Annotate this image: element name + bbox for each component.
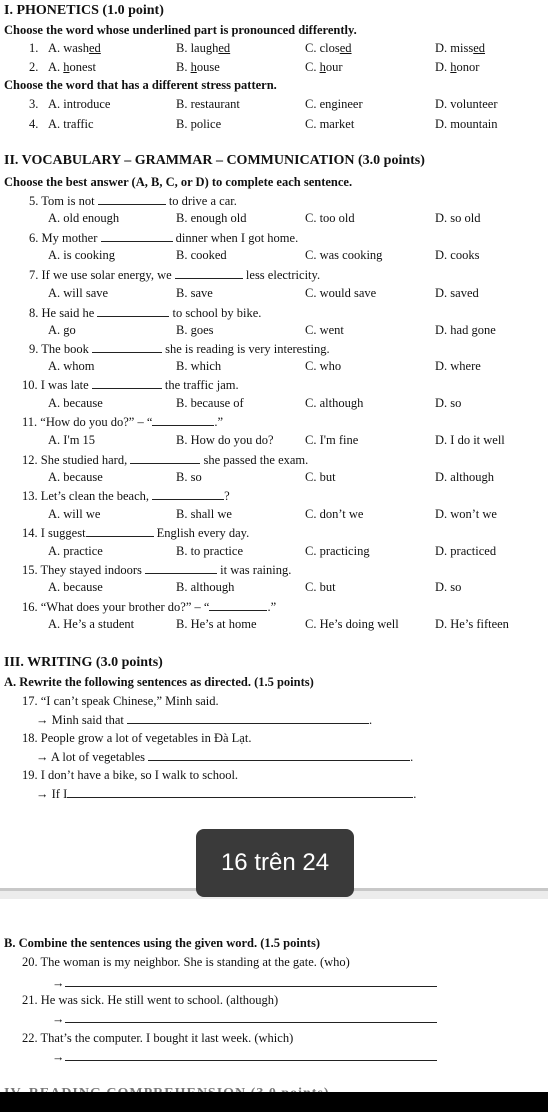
q5-option-c: C. too old	[305, 211, 355, 225]
q9-stem: 9. The book she is reading is very interesting.	[29, 342, 330, 356]
q13-blank	[152, 488, 224, 500]
q15-blank	[145, 562, 217, 574]
q16-option-b: B. He’s at home	[176, 617, 257, 631]
q1-option-a: A. washed	[48, 41, 101, 55]
q6-stem: 6. My mother dinner when I got home.	[29, 231, 299, 245]
q15-option-b: B. although	[176, 580, 235, 594]
q18-blank	[148, 749, 410, 761]
q13-stem: 13. Let’s clean the beach, ?	[22, 489, 230, 503]
q3-option-a: A. introduce	[48, 97, 111, 111]
q13-option-d: D. won’t we	[435, 507, 497, 521]
part-b-instruction: B. Combine the sentences using the given word. (1.5 points)	[4, 936, 320, 950]
q2-number: 2.	[29, 60, 39, 74]
q18-answer-line: → A lot of vegetables .	[36, 750, 414, 764]
q9-option-c: C. who	[305, 359, 342, 373]
part-a-instruction: A. Rewrite the following sentences as directed. (1.5 points)	[4, 675, 314, 689]
q19-prompt: 19. I don’t have a bike, so I walk to school.	[22, 768, 239, 782]
q6-option-a: A. is cooking	[48, 248, 116, 262]
q9-option-d: D. where	[435, 359, 481, 373]
q12-option-b: B. so	[176, 470, 202, 484]
q8-option-d: D. had gone	[435, 323, 496, 337]
q16-option-d: D. He’s fifteen	[435, 617, 509, 631]
q22-answer-line: →	[52, 1049, 437, 1065]
q6-option-b: B. cooked	[176, 248, 227, 262]
q5-option-d: D. so old	[435, 211, 481, 225]
q10-option-d: D. so	[435, 396, 462, 410]
q2-option-c: C. hour	[305, 60, 343, 74]
q7-option-b: B. save	[176, 286, 213, 300]
q12-option-a: A. because	[48, 470, 103, 484]
q9-option-b: B. which	[176, 359, 222, 373]
q2-option-a: A. honest	[48, 60, 96, 74]
q7-blank	[175, 267, 243, 279]
q21-answer-line: →	[52, 1011, 437, 1027]
q8-option-a: A. go	[48, 323, 76, 337]
q15-option-a: A. because	[48, 580, 103, 594]
q5-option-a: A. old enough	[48, 211, 120, 225]
q11-stem: 11. “How do you do?” – “ .”	[22, 415, 224, 429]
q11-blank	[152, 414, 214, 426]
q11-option-b: B. How do you do?	[176, 433, 274, 447]
page-indicator: 16 trên 24	[196, 829, 354, 897]
q17-prompt: 17. “I can’t speak Chinese,” Minh said.	[22, 694, 219, 708]
q5-option-b: B. enough old	[176, 211, 247, 225]
q4-option-d: D. mountain	[435, 117, 498, 131]
q14-option-c: C. practicing	[305, 544, 370, 558]
q4-option-b: B. police	[176, 117, 222, 131]
q6-blank	[101, 230, 173, 242]
q15-stem: 15. They stayed indoors it was raining.	[22, 563, 292, 577]
bottom-bar	[0, 1092, 548, 1112]
q19-blank	[67, 786, 413, 798]
q7-option-a: A. will save	[48, 286, 109, 300]
q14-option-d: D. practiced	[435, 544, 497, 558]
q12-option-c: C. but	[305, 470, 336, 484]
q14-blank	[86, 525, 154, 537]
q5-stem: 5. Tom is not to drive a car.	[29, 194, 237, 208]
q10-option-c: C. although	[305, 396, 364, 410]
q4-number: 4.	[29, 117, 39, 131]
q6-option-d: D. cooks	[435, 248, 480, 262]
q8-option-c: C. went	[305, 323, 344, 337]
q9-blank	[92, 341, 162, 353]
q14-option-b: B. to practice	[176, 544, 243, 558]
q16-option-a: A. He’s a student	[48, 617, 135, 631]
q14-option-a: A. practice	[48, 544, 103, 558]
q20-blank	[65, 975, 437, 987]
q11-option-c: C. I'm fine	[305, 433, 359, 447]
section-1-instruction-2: Choose the word that has a different stress pattern.	[4, 78, 277, 92]
q12-stem: 12. She studied hard, she passed the exam.	[22, 453, 309, 467]
q7-stem: 7. If we use solar energy, we less electricity.	[29, 268, 321, 282]
q15-option-d: D. so	[435, 580, 462, 594]
q14-stem: 14. I suggest English every day.	[22, 526, 250, 540]
q1-option-d: D. missed	[435, 41, 486, 55]
q17-blank	[127, 712, 369, 724]
q3-option-b: B. restaurant	[176, 97, 240, 111]
q19-answer-line: → If I .	[36, 787, 417, 801]
q22-blank	[65, 1049, 437, 1061]
q13-option-a: A. will we	[48, 507, 101, 521]
q20-prompt: 20. The woman is my neighbor. She is standing at the gate. (who)	[22, 955, 350, 969]
q22-prompt: 22. That’s the computer. I bought it last week. (which)	[22, 1031, 294, 1045]
q6-option-c: C. was cooking	[305, 248, 383, 262]
q8-blank	[97, 305, 169, 317]
q20-answer-line: →	[52, 975, 437, 991]
q15-option-c: C. but	[305, 580, 336, 594]
q21-prompt: 21. He was sick. He still went to school. (although)	[22, 993, 279, 1007]
q10-blank	[92, 377, 162, 389]
q13-option-c: C. don’t we	[305, 507, 364, 521]
q16-stem: 16. “What does your brother do?” – “ .”	[22, 600, 277, 614]
q7-option-d: D. saved	[435, 286, 479, 300]
q5-blank	[98, 193, 166, 205]
q3-number: 3.	[29, 97, 39, 111]
q1-number: 1.	[29, 41, 39, 55]
q12-option-d: D. although	[435, 470, 495, 484]
q11-option-a: A. I'm 15	[48, 433, 96, 447]
q10-option-b: B. because of	[176, 396, 244, 410]
q16-blank	[209, 599, 267, 611]
q3-option-d: D. volunteer	[435, 97, 498, 111]
q10-stem: 10. I was late the traffic jam.	[22, 378, 239, 392]
section-2-title: II. VOCABULARY – GRAMMAR – COMMUNICATION (3.0 points)	[4, 153, 425, 168]
q7-option-c: C. would save	[305, 286, 377, 300]
q4-option-a: A. traffic	[48, 117, 94, 131]
section-1-instruction-1: Choose the word whose underlined part is pronounced differently.	[4, 23, 357, 37]
q1-option-b: B. laughed	[176, 41, 231, 55]
section-1-title: I. PHONETICS (1.0 point)	[4, 3, 164, 18]
q8-stem: 8. He said he to school by bike.	[29, 306, 262, 320]
q4-option-c: C. market	[305, 117, 355, 131]
q10-option-a: A. because	[48, 396, 103, 410]
q2-option-b: B. house	[176, 60, 220, 74]
section-3-title: III. WRITING (3.0 points)	[4, 655, 163, 670]
q17-answer-line: → Minh said that .	[36, 713, 373, 727]
q13-option-b: B. shall we	[176, 507, 232, 521]
q18-prompt: 18. People grow a lot of vegetables in Đà Lạt.	[22, 731, 252, 745]
q21-blank	[65, 1011, 437, 1023]
q11-option-d: D. I do it well	[435, 433, 505, 447]
q3-option-c: C. engineer	[305, 97, 363, 111]
q2-option-d: D. honor	[435, 60, 480, 74]
q16-option-c: C. He’s doing well	[305, 617, 399, 631]
section-2-instruction: Choose the best answer (A, B, C, or D) to complete each sentence.	[4, 175, 353, 189]
q8-option-b: B. goes	[176, 323, 214, 337]
q9-option-a: A. whom	[48, 359, 95, 373]
q12-blank	[130, 452, 200, 464]
q1-option-c: C. closed	[305, 41, 352, 55]
